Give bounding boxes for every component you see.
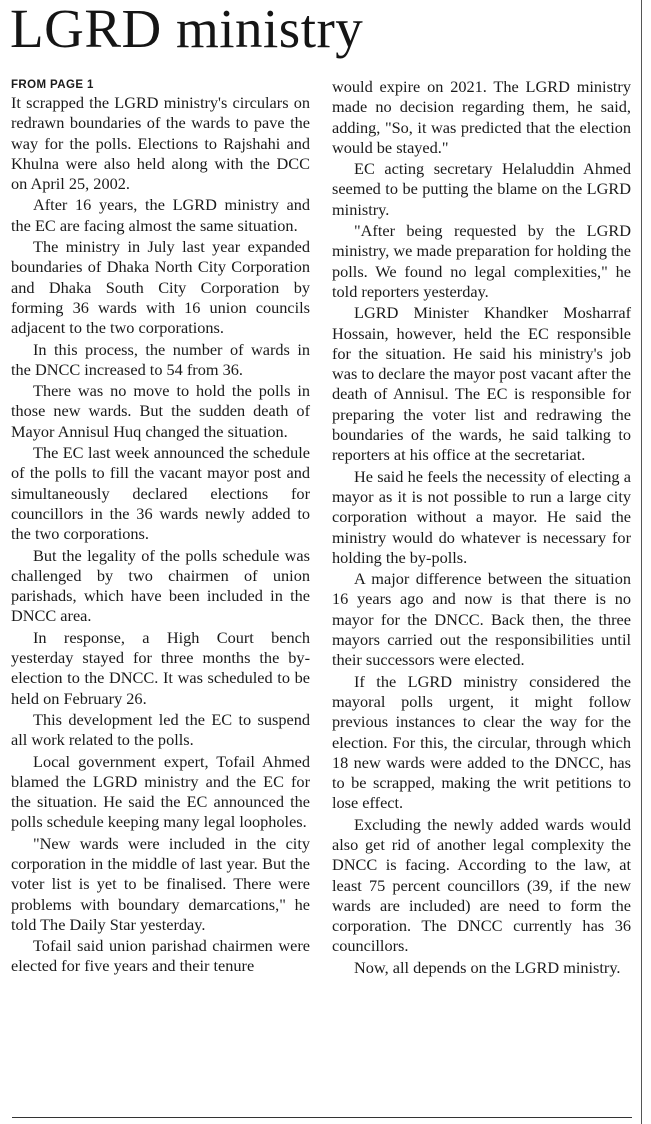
paragraph: EC acting secretary Helaluddin Ahmed seemed to be putting the blame on the LGRD ministry. <box>332 159 631 219</box>
paragraph: In this process, the number of wards in the DNCC increased to 54 from 36. <box>11 339 310 379</box>
article-column-left <box>11 77 310 978</box>
paragraph: There was no move to hold the polls in those new wards. But the sudden death of Mayor Annisul Huq changed the situation. <box>11 381 310 441</box>
headline: LGRD ministry <box>10 0 364 59</box>
paragraph: Now, all depends on the LGRD ministry. <box>354 957 621 977</box>
paragraph: The ministry in July last year expanded boundaries of Dhaka North City Corporation and Dhaka South City Corporation by forming 36 wards with 16 union councils adjacent to the two corporations. <box>11 237 310 338</box>
continuation-kicker: FROM PAGE 1 <box>11 79 94 91</box>
article-column-right <box>332 77 631 979</box>
paragraph: In response, a High Court bench yesterday stayed for three months the by-election to the DNCC. It was scheduled to be held on February 26. <box>11 627 310 708</box>
paragraph: He said he feels the necessity of electing a mayor as it is not possible to run a large city corporation without a mayor. He said the ministry would do whatever is necessary for holding the by-polls. <box>332 466 631 567</box>
column-rule-right <box>641 0 642 1124</box>
paragraph: would expire on 2021. The LGRD ministry made no decision regarding them, he said, adding, "So, it was predicted that the election would be stayed." <box>332 77 631 157</box>
paragraph: This development led the EC to suspend all work related to the polls. <box>11 709 310 750</box>
paragraph: LGRD Minister Khandker Mosharraf Hossain, however, held the EC responsible for the situation. He said his ministry's job was to declare the mayor post vacant after the death of Annisul. The EC is responsible for preparing the voter list and redrawing the boundaries of the wards, he said talking to reporters at his office at the secretariat. <box>332 303 631 465</box>
bottom-rule <box>12 1117 632 1118</box>
paragraph: Tofail said union parishad chairmen were elected for five years and their tenure <box>11 936 310 976</box>
paragraph: Local government expert, Tofail Ahmed blamed the LGRD ministry and the EC for the situation. He said the EC announced the polls schedule keeping many legal loopholes. <box>11 751 310 832</box>
paragraph: After 16 years, the LGRD ministry and the EC are facing almost the same situation. <box>11 195 310 235</box>
paragraph: "After being requested by the LGRD ministry, we made preparation for holding the polls. We found no legal complexities," he told reporters yesterday. <box>332 221 631 301</box>
paragraph: A major difference between the situation 16 years ago and now is that there is no mayor for the DNCC. Back then, the three mayors carried out the responsibilities until their successors were elected. <box>332 569 631 670</box>
paragraph: The EC last week announced the schedule of the polls to fill the vacant mayor post and simultaneously declared elections for councillors in the 36 wards newly added to the two corporations. <box>11 443 310 544</box>
paragraph: If the LGRD ministry considered the mayoral polls urgent, it might follow previous instances to clear the way for the election. For this, the circular, through which 18 new wards were added to the DNCC, has to be scrapped, making the writ petitions to lose effect. <box>332 671 631 813</box>
paragraph: "New wards were included in the city corporation in the middle of last year. But the voter list is yet to be finalised. There were problems with boundary demarcations," he told The Daily Star yesterday. <box>11 833 310 934</box>
paragraph: Excluding the newly added wards would also get rid of another legal complexity the DNCC is facing. According to the law, at least 75 percent councillors (39, if the new wards are included) are need to form the corporation. The DNCC currently has 36 councillors. <box>332 814 631 956</box>
paragraph: It scrapped the LGRD ministry's circulars on redrawn boundaries of the wards to pave the way for the polls. Elections to Rajshahi and Khulna were also held along with the DCC on April 25, 2002. <box>11 93 310 194</box>
paragraph: But the legality of the polls schedule was challenged by two chairmen of union parishads, which have been included in the DNCC area. <box>11 545 310 626</box>
